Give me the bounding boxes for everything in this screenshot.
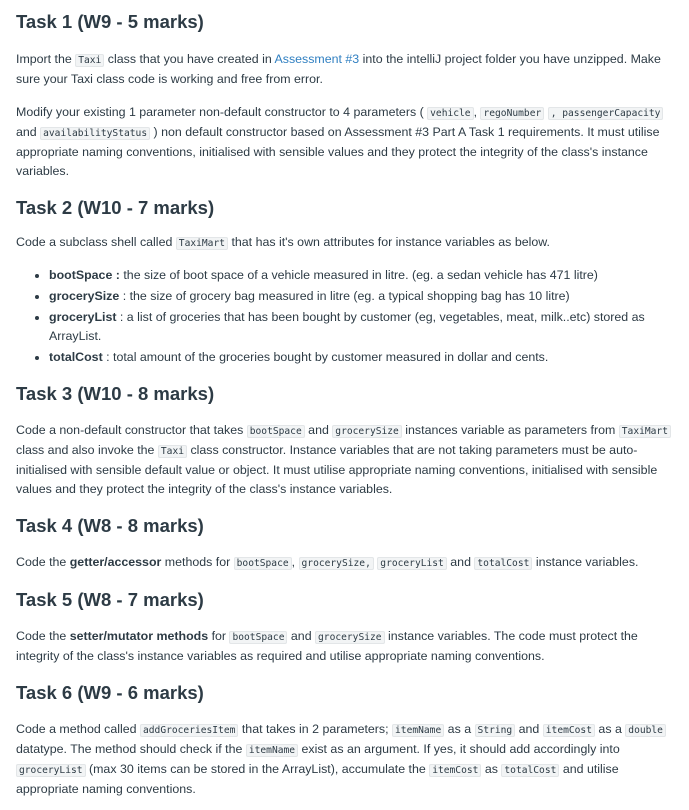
code-grocery-list: groceryList	[16, 764, 86, 777]
text: methods for	[161, 555, 234, 569]
code-grocery-size: grocerySize	[315, 631, 385, 644]
text: for	[208, 629, 230, 643]
text: Code the	[16, 555, 70, 569]
task5-heading: Task 5 (W8 - 7 marks)	[16, 589, 204, 610]
code-item-cost: itemCost	[543, 724, 595, 737]
text: Code a method called	[16, 722, 140, 736]
text: and	[446, 555, 475, 569]
code-double: double	[625, 724, 666, 737]
text: Code a subclass shell called	[16, 235, 176, 249]
attribute-desc: : the size of grocery bag measured in litre (eg. a typical shopping bag has 10 litre)	[119, 289, 570, 303]
text: instance variables. The code must protect the integrity of the class's instance variables as required and utilise appropriate naming conventions.	[16, 629, 638, 663]
task1-paragraph-import	[16, 50, 681, 89]
code-grocery-size: grocerySize	[332, 425, 402, 438]
code-total-cost: totalCost	[474, 557, 532, 570]
attribute-list	[16, 266, 681, 367]
text: instances variable as parameters from	[401, 423, 619, 437]
list-item	[49, 266, 681, 285]
code-add-groceries-item: addGroceriesItem	[140, 724, 238, 737]
task6-paragraph	[16, 720, 681, 799]
list-item	[49, 287, 681, 306]
text: that has it's own attributes for instance variables as below.	[228, 235, 550, 249]
text: into the intelliJ project folder you have unzipped. Make sure your Taxi class code is working and free from error.	[16, 52, 661, 86]
task2-paragraph	[16, 233, 681, 253]
code-taxi: Taxi	[158, 445, 187, 458]
task1-heading: Task 1 (W9 - 5 marks)	[16, 11, 204, 32]
text: Import the	[16, 52, 76, 66]
code-item-name: itemName	[392, 724, 444, 737]
attribute-name: grocerySize	[49, 289, 120, 303]
code-vehicle: vehicle	[427, 107, 473, 120]
code-boot-space: bootSpace	[247, 425, 305, 438]
task2-heading: Task 2 (W10 - 7 marks)	[16, 197, 215, 218]
text: instance variables.	[532, 555, 639, 569]
code-passenger-capacity: , passengerCapacity	[548, 107, 664, 120]
text: Code a non-default constructor that takes	[16, 423, 247, 437]
text: Code the	[16, 629, 70, 643]
attribute-name: totalCost	[49, 350, 103, 364]
text: and utilise appropriate naming conventions.	[16, 762, 619, 796]
text: (max 30 items can be stored in the ArrayList), accumulate the	[85, 762, 430, 776]
text: ) non default constructor based on Assessment #3 Part A Task 1 requirements. It must utilise appropriate naming conventions, initialised with sensible values and they protect the integrity of the class's instance variables.	[16, 125, 660, 178]
task4-paragraph	[16, 553, 681, 573]
text: class constructor. Instance variables that are not taking parameters must be auto-initialised with sensible default value or object. It must utilise appropriate naming conventions, initialised with sensible values and they protect the integrity of the class's instance variables.	[16, 443, 658, 496]
text: as	[481, 762, 502, 776]
text: ,	[473, 105, 481, 119]
task3-paragraph	[16, 421, 681, 499]
attribute-desc: the size of boot space of a vehicle measured in litre. (eg. a sedan vehicle has 471 litre)	[119, 268, 598, 282]
text: and	[304, 423, 333, 437]
list-item	[49, 348, 681, 367]
code-item-cost: itemCost	[429, 764, 481, 777]
list-item	[49, 308, 681, 346]
code-grocery-size: grocerySize,	[299, 557, 374, 570]
text: Modify your existing 1 parameter non-default constructor to 4 parameters (	[16, 105, 428, 119]
text: ,	[291, 555, 299, 569]
task4-heading: Task 4 (W8 - 8 marks)	[16, 515, 204, 536]
task1-paragraph-modify	[16, 103, 681, 181]
bold-text: getter/accessor	[69, 555, 162, 569]
code-taximart: TaxiMart	[619, 425, 671, 438]
task5-paragraph	[16, 627, 681, 666]
code-boot-space: bootSpace	[234, 557, 292, 570]
code-availability-status: availabilityStatus	[40, 127, 150, 140]
assessment-3-link[interactable]: Assessment #3	[274, 52, 360, 66]
code-string: String	[475, 724, 516, 737]
text: that takes in 2 parameters;	[238, 722, 393, 736]
task3-heading: Task 3 (W10 - 8 marks)	[16, 383, 215, 404]
text: and	[287, 629, 316, 643]
code-rego-number: regoNumber	[480, 107, 544, 120]
attribute-name: groceryList	[49, 310, 117, 324]
text: class that you have created in	[104, 52, 275, 66]
code-taximart: TaxiMart	[176, 237, 228, 250]
text: as a	[444, 722, 475, 736]
text: exist as an argument. If yes, it should add accordingly into	[298, 742, 620, 756]
code-boot-space: bootSpace	[229, 631, 287, 644]
task6-heading: Task 6 (W9 - 6 marks)	[16, 682, 204, 703]
code-item-name: itemName	[246, 744, 298, 757]
attribute-desc: : a list of groceries that has been bought by customer (eg, vegetables, meat, milk..etc) stored as ArrayList.	[49, 310, 645, 343]
text: datatype. The method should check if the	[16, 742, 246, 756]
text: class and also invoke the	[16, 443, 158, 457]
attribute-name: bootSpace :	[49, 268, 120, 282]
code-grocery-list: groceryList	[377, 557, 447, 570]
code-taxi: Taxi	[75, 54, 104, 67]
bold-text: setter/mutator methods	[69, 629, 209, 643]
text: and	[515, 722, 543, 736]
text: and	[16, 125, 41, 139]
text: as a	[594, 722, 626, 736]
code-total-cost: totalCost	[501, 764, 559, 777]
attribute-desc: : total amount of the groceries bought by customer measured in dollar and cents.	[102, 350, 549, 364]
